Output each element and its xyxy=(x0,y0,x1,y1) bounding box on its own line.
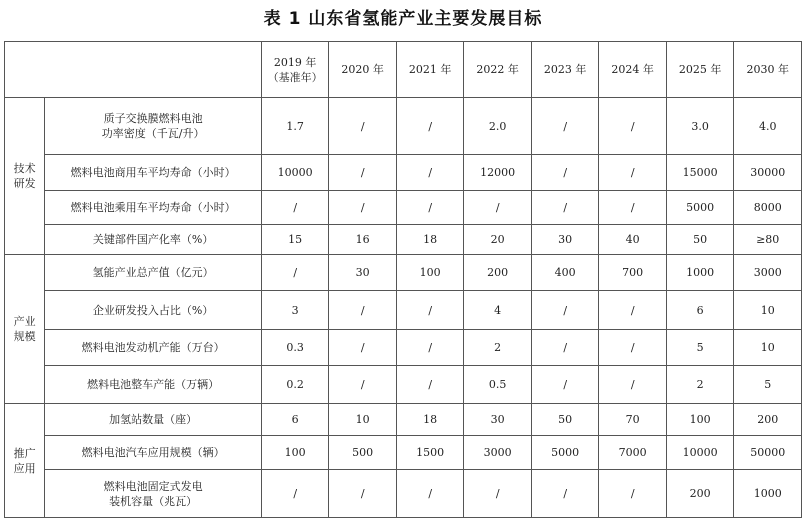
value-cell: 5000 xyxy=(531,436,599,470)
value-cell: / xyxy=(261,191,329,225)
category-label: 产业 xyxy=(13,315,36,328)
year-header-cell xyxy=(734,42,802,98)
value-cell: / xyxy=(531,155,599,191)
value-cell: 2 xyxy=(464,330,532,366)
value-cell: / xyxy=(464,470,532,518)
category-cell xyxy=(5,98,45,255)
value-cell: / xyxy=(599,191,667,225)
value-cell: 5 xyxy=(734,366,802,404)
value-cell: / xyxy=(599,330,667,366)
value-cell: 0.5 xyxy=(464,366,532,404)
table-row xyxy=(5,155,802,191)
indicator-label: 氢能产业总产值（亿元） xyxy=(92,266,214,279)
header-blank-cell xyxy=(5,42,262,98)
indicator-cell xyxy=(45,191,262,225)
value-cell: / xyxy=(599,291,667,330)
indicator-label: 质子交换膜燃料电池 xyxy=(103,112,203,125)
value-cell: 8000 xyxy=(734,191,802,225)
table-row xyxy=(5,330,802,366)
value-cell: 10 xyxy=(329,404,397,436)
indicator-cell xyxy=(45,255,262,291)
value-cell: / xyxy=(261,470,329,518)
year-header-cell xyxy=(261,42,329,98)
value-cell: 10 xyxy=(734,291,802,330)
value-cell: 100 xyxy=(396,255,464,291)
category-label: 技术 xyxy=(13,162,36,175)
value-cell: 1000 xyxy=(666,255,734,291)
year-label: 2023 年 xyxy=(543,63,587,76)
value-cell: 3 xyxy=(261,291,329,330)
value-cell: / xyxy=(329,155,397,191)
value-cell: / xyxy=(531,470,599,518)
value-cell: 50 xyxy=(666,225,734,255)
value-cell: / xyxy=(261,255,329,291)
value-cell: 3000 xyxy=(464,436,532,470)
value-cell: 3.0 xyxy=(666,98,734,155)
value-cell: 6 xyxy=(666,291,734,330)
targets-table xyxy=(4,41,802,518)
category-label: 研发 xyxy=(13,177,36,190)
value-cell: / xyxy=(599,98,667,155)
table-row xyxy=(5,291,802,330)
value-cell: / xyxy=(531,291,599,330)
year-header-cell xyxy=(531,42,599,98)
category-label: 推广 xyxy=(13,446,36,460)
value-cell: 0.3 xyxy=(261,330,329,366)
value-cell: 10 xyxy=(734,330,802,366)
value-cell: / xyxy=(396,155,464,191)
value-cell: 5000 xyxy=(666,191,734,225)
value-cell: 200 xyxy=(734,404,802,436)
value-cell: 18 xyxy=(396,225,464,255)
value-cell: / xyxy=(464,191,532,225)
value-cell: / xyxy=(396,366,464,404)
indicator-cell xyxy=(45,291,262,330)
indicator-label: 燃料电池发动机产能（万台） xyxy=(81,341,225,354)
year-label: 2019 年 xyxy=(273,55,317,69)
value-cell: / xyxy=(329,330,397,366)
value-cell: / xyxy=(599,366,667,404)
indicator-label: 企业研发投入占比（%） xyxy=(92,303,214,317)
value-cell: 1500 xyxy=(396,436,464,470)
table-row xyxy=(5,98,802,155)
value-cell: / xyxy=(531,366,599,404)
value-cell: 10000 xyxy=(261,155,329,191)
value-cell: / xyxy=(329,291,397,330)
value-cell: / xyxy=(531,191,599,225)
table-row xyxy=(5,404,802,436)
value-cell: 1.7 xyxy=(261,98,329,155)
value-cell: 15 xyxy=(261,225,329,255)
value-cell: 30 xyxy=(464,404,532,436)
value-cell: 50000 xyxy=(734,436,802,470)
indicator-label: 关键部件国产化率（%） xyxy=(92,233,214,246)
indicator-label: 燃料电池整车产能（万辆） xyxy=(87,378,220,391)
table-row xyxy=(5,436,802,470)
table-row xyxy=(5,255,802,291)
indicator-cell xyxy=(45,404,262,436)
table-row xyxy=(5,225,802,255)
indicator-cell xyxy=(45,155,262,191)
value-cell: 1000 xyxy=(734,470,802,518)
value-cell: / xyxy=(599,470,667,518)
value-cell: / xyxy=(531,330,599,366)
value-cell: / xyxy=(329,366,397,404)
indicator-cell xyxy=(45,330,262,366)
value-cell: 20 xyxy=(464,225,532,255)
year-label: 2021 年 xyxy=(408,63,452,76)
value-cell: 30000 xyxy=(734,155,802,191)
year-header-cell xyxy=(666,42,734,98)
value-cell: / xyxy=(396,330,464,366)
value-cell: 12000 xyxy=(464,155,532,191)
value-cell: / xyxy=(329,470,397,518)
value-cell: / xyxy=(531,98,599,155)
value-cell: 70 xyxy=(599,404,667,436)
value-cell: 5 xyxy=(666,330,734,366)
value-cell: 4.0 xyxy=(734,98,802,155)
value-cell: / xyxy=(396,191,464,225)
value-cell: 30 xyxy=(531,225,599,255)
category-cell xyxy=(5,404,45,518)
value-cell: 50 xyxy=(531,404,599,436)
indicator-label: 功率密度（千瓦/升） xyxy=(101,127,205,140)
year-note: （基准年） xyxy=(267,70,323,84)
year-label: 2022 年 xyxy=(476,63,519,76)
value-cell: 2 xyxy=(666,366,734,404)
value-cell: 700 xyxy=(599,255,667,291)
indicator-cell xyxy=(45,470,262,518)
year-label: 2030 年 xyxy=(746,63,789,76)
value-cell: 6 xyxy=(261,404,329,436)
value-cell: 15000 xyxy=(666,155,734,191)
indicator-label: 燃料电池商用车平均寿命（小时） xyxy=(70,166,236,179)
value-cell: / xyxy=(599,155,667,191)
value-cell: 4 xyxy=(464,291,532,330)
value-cell: 500 xyxy=(329,436,397,470)
value-cell: 10000 xyxy=(666,436,734,470)
indicator-label: 加氢站数量（座） xyxy=(109,413,198,426)
table-row xyxy=(5,366,802,404)
indicator-cell xyxy=(45,436,262,470)
indicator-cell xyxy=(45,98,262,155)
year-header-cell xyxy=(464,42,532,98)
table-row xyxy=(5,191,802,225)
value-cell: 3000 xyxy=(734,255,802,291)
value-cell: 30 xyxy=(329,255,397,291)
indicator-cell xyxy=(45,225,262,255)
year-header-cell xyxy=(329,42,397,98)
value-cell: 100 xyxy=(666,404,734,436)
value-cell: 18 xyxy=(396,404,464,436)
value-cell: / xyxy=(396,291,464,330)
year-header-cell xyxy=(396,42,464,98)
year-header-cell xyxy=(599,42,667,98)
indicator-cell xyxy=(45,366,262,404)
value-cell: 0.2 xyxy=(261,366,329,404)
header-row xyxy=(5,42,802,98)
value-cell: 200 xyxy=(464,255,532,291)
value-cell: / xyxy=(396,98,464,155)
table-title: 表 1 山东省氢能产业主要发展目标 xyxy=(263,9,543,29)
value-cell: / xyxy=(329,98,397,155)
value-cell: 40 xyxy=(599,225,667,255)
indicator-label: 燃料电池汽车应用规模（辆） xyxy=(81,446,225,459)
value-cell: 100 xyxy=(261,436,329,470)
indicator-label: 燃料电池乘用车平均寿命（小时） xyxy=(70,201,236,214)
indicator-label: 装机容量（兆瓦） xyxy=(109,494,198,508)
category-label: 规模 xyxy=(13,330,36,343)
value-cell: 16 xyxy=(329,225,397,255)
category-label: 应用 xyxy=(13,461,36,475)
category-cell xyxy=(5,255,45,404)
value-cell: / xyxy=(329,191,397,225)
value-cell: 7000 xyxy=(599,436,667,470)
table-row xyxy=(5,470,802,518)
year-label: 2025 年 xyxy=(678,63,722,76)
year-label: 2020 年 xyxy=(341,63,384,76)
value-cell: 2.0 xyxy=(464,98,532,155)
year-label: 2024 年 xyxy=(611,63,654,76)
value-cell: 200 xyxy=(666,470,734,518)
value-cell: / xyxy=(396,470,464,518)
value-cell: ≥80 xyxy=(734,225,802,255)
value-cell: 400 xyxy=(531,255,599,291)
indicator-label: 燃料电池固定式发电 xyxy=(103,479,203,493)
